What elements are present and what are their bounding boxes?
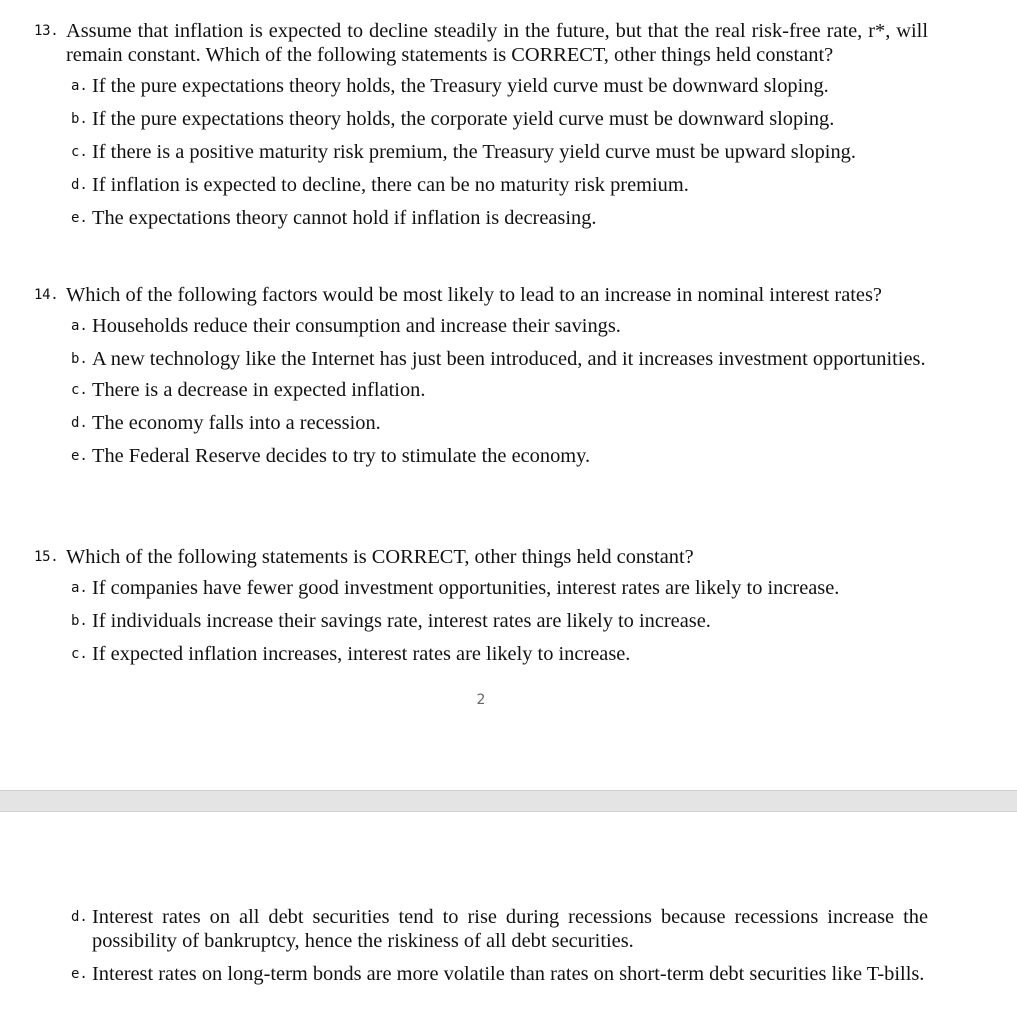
option-letter: c. [71,646,88,662]
document-page-2 [0,812,1017,1024]
option-text: Households reduce their consumption and increase their savings. [92,315,621,337]
option-letter: a. [71,580,88,596]
question-14 [34,283,928,468]
option-text: If the pure expectations theory holds, the corporate yield curve must be downward sloping. [92,108,835,130]
option-letter: e. [71,448,88,464]
question-text: Which of the following statements is CORRECT, other things held constant? [66,546,694,568]
answer-option [34,378,928,402]
option-text: The economy falls into a recession. [92,412,381,434]
option-letter: e. [71,966,88,982]
option-text: Interest rates on long-term bonds are more volatile than rates on short-term debt securities like T-bills. [92,963,925,985]
option-text: There is a decrease in expected inflation. [92,379,426,401]
question-15-continued [34,905,928,986]
option-text: Interest rates on all debt securities tend to rise during recessions because recessions increase the possibility of bankruptcy, hence the riskiness of all debt securities. [92,906,928,952]
question-stem [34,283,928,307]
page-break [0,790,1017,812]
option-letter: a. [71,318,88,334]
option-text: If there is a positive maturity risk premium, the Treasury yield curve must be upward sloping. [92,141,856,163]
option-letter: b. [71,613,88,629]
answer-option [34,905,928,953]
answer-option [34,347,928,371]
option-letter: e. [71,210,88,226]
option-letter: b. [71,111,88,127]
option-letter: c. [71,144,88,160]
answer-option [34,206,928,230]
answer-option [34,140,928,164]
question-number: 13. [34,23,59,39]
question-text: Which of the following factors would be most likely to lead to an increase in nominal interest rates? [66,284,882,306]
option-text: A new technology like the Internet has just been introduced, and it increases investment opportunities. [92,348,926,370]
option-letter: d. [71,177,88,193]
option-text: If the pure expectations theory holds, the Treasury yield curve must be downward sloping. [92,75,829,97]
answer-option [34,642,928,666]
option-text: If expected inflation increases, interest rates are likely to increase. [92,643,631,665]
answer-option [34,962,928,986]
option-letter: d. [71,909,88,925]
question-15 [34,545,928,666]
answer-option [34,107,928,131]
answer-option [34,576,928,600]
answer-option [34,314,928,338]
question-number: 15. [34,549,59,565]
option-text: If companies have fewer good investment opportunities, interest rates are likely to increase. [92,577,840,599]
question-number: 14. [34,287,59,303]
option-letter: d. [71,415,88,431]
option-text: The Federal Reserve decides to try to stimulate the economy. [92,445,591,467]
page-number: 2 [476,692,486,708]
option-text: If inflation is expected to decline, there can be no maturity risk premium. [92,174,689,196]
option-text: The expectations theory cannot hold if inflation is decreasing. [92,207,597,229]
answer-option [34,609,928,633]
answer-option [34,74,928,98]
option-text: If individuals increase their savings rate, interest rates are likely to increase. [92,610,711,632]
option-letter: a. [71,78,88,94]
question-text: Assume that inflation is expected to decline steadily in the future, but that the real risk-free rate, r*, will remain constant. Which of the following statements is CORRECT, other things held constant? [66,20,928,66]
answer-option [34,173,928,197]
option-letter: c. [71,382,88,398]
option-letter: b. [71,351,88,367]
question-stem [34,19,928,67]
answer-option [34,444,928,468]
question-13 [34,19,928,230]
answer-option [34,411,928,435]
question-stem [34,545,928,569]
